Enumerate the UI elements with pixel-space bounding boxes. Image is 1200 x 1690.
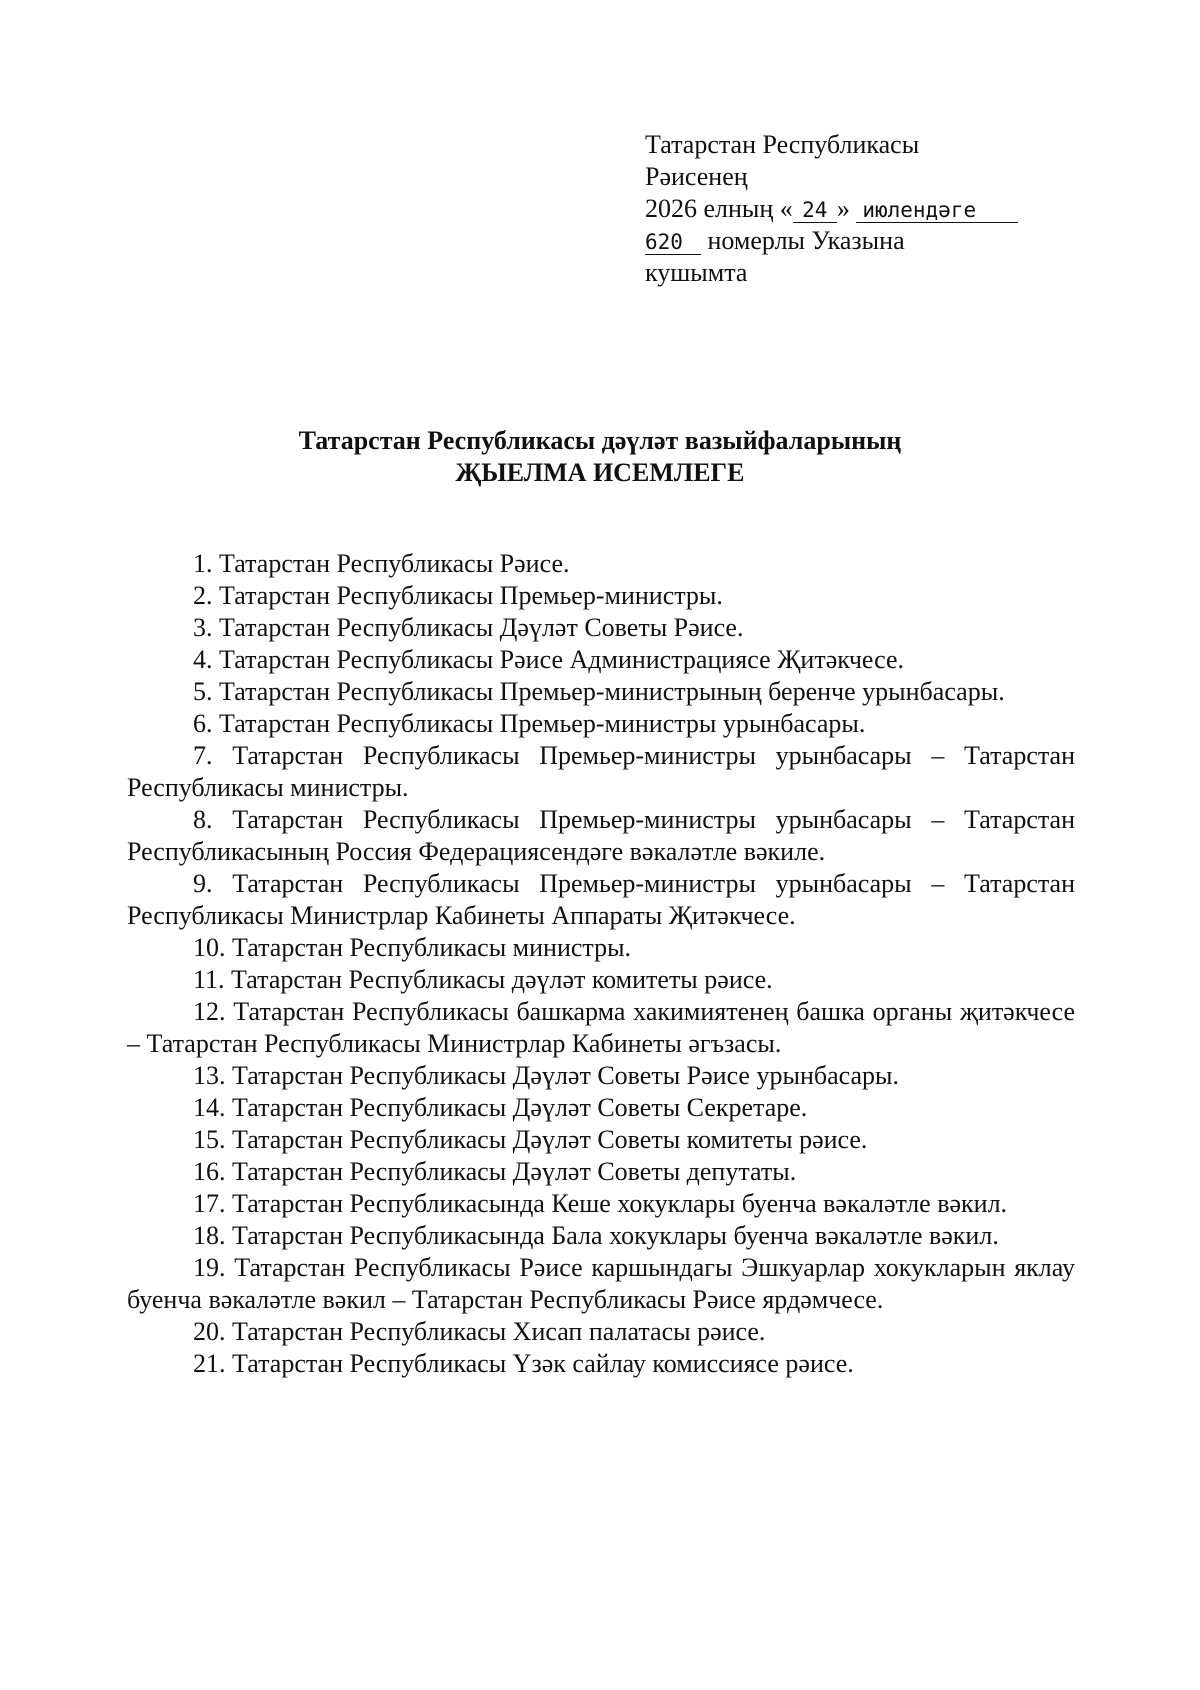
list-item-number: 10.: [193, 933, 226, 962]
list-item-number: 17.: [193, 1189, 226, 1218]
list-item-text: Татарстан Республикасы Премьер-министры.: [219, 581, 723, 610]
list-item-text: Татарстан Республикасында Кеше хокуклары буенча вәкаләтле вәкил.: [232, 1189, 1008, 1218]
list-item-text: Татарстан Республикасында Бала хокуклары буенча вәкаләтле вәкил.: [232, 1221, 999, 1250]
list-item: [127, 740, 1075, 804]
list-item-text: Татарстан Республикасы башкарма хакимиятенең башка органы җитәкчесе – Татарстан Республикасы Министрлар Кабинеты әгъзасы.: [127, 997, 1076, 1058]
appendix-line-2: Рәисенең: [645, 162, 748, 191]
list-item: [127, 580, 1075, 612]
list-item-text: Татарстан Республикасы Премьер-министры урынбасары.: [219, 709, 866, 738]
list-item: [127, 1060, 1075, 1092]
list-item-number: 8.: [193, 805, 213, 834]
list-item-text: Татарстан Республикасы Дәүләт Советы Рәисе урынбасары.: [232, 1061, 899, 1090]
appendix-block: [645, 129, 1085, 289]
list-item-text: Татарстан Республикасы Рәисе.: [219, 549, 570, 578]
list-item-text: Татарстан Республикасы Хисап палатасы рәисе.: [232, 1317, 766, 1346]
list-item: [127, 676, 1075, 708]
positions-list: [127, 548, 1075, 1380]
appendix-number-line: [645, 225, 1085, 257]
list-item-text: Татарстан Республикасы Рәисе Администрациясе Җитәкчесе.: [219, 645, 905, 674]
list-item: [127, 804, 1075, 868]
list-item: [127, 1348, 1075, 1380]
list-item: [127, 996, 1075, 1060]
list-item-number: 13.: [193, 1061, 226, 1090]
appendix-day-field: 24: [793, 198, 837, 223]
list-item-number: 20.: [193, 1317, 226, 1346]
list-item: [127, 1188, 1075, 1220]
list-item-number: 15.: [193, 1125, 226, 1154]
list-item: [127, 612, 1075, 644]
list-item-number: 18.: [193, 1221, 226, 1250]
appendix-date-line: [645, 193, 1085, 225]
list-item-text: Татарстан Республикасы Премьер-министры урынбасары – Татарстан Республикасы Министрлар Кабинеты Аппараты Җитәкчесе.: [127, 869, 1076, 930]
list-item-text: Татарстан Республикасы дәүләт комитеты рәисе.: [231, 965, 773, 994]
list-item: [127, 1156, 1075, 1188]
list-item-text: Татарстан Республикасы Премьер-министры урынбасары – Татарстан Республикасының Россия Федерациясендәге вәкаләтле вәкиле.: [127, 805, 1076, 866]
list-item-text: Татарстан Республикасы Рәисе каршындагы Эшкуарлар хокукларын яклау буенча вәкаләтле вәкил – Татарстан Республикасы Рәисе ярдәмчесе.: [127, 1253, 1075, 1314]
list-item-text: Татарстан Республикасы Премьер-министрының беренче урынбасары.: [219, 677, 1005, 706]
appendix-close-quote: »: [836, 194, 850, 223]
appendix-year-text: 2026 елның «: [645, 194, 793, 223]
appendix-number-suffix: номерлы Указына: [707, 226, 905, 255]
list-item: [127, 932, 1075, 964]
list-item: [127, 644, 1075, 676]
list-item-number: 3.: [193, 613, 213, 642]
appendix-month-field: июлендәге: [856, 198, 1018, 223]
document-title: [0, 425, 1200, 489]
title-line-1: Татарстан Республикасы дәүләт вазыйфаларының: [298, 426, 902, 455]
list-item-number: 9.: [193, 869, 213, 898]
appendix-line-5: кушымта: [645, 258, 748, 287]
list-item-number: 11.: [193, 965, 225, 994]
list-item-number: 14.: [193, 1093, 226, 1122]
list-item: [127, 1092, 1075, 1124]
list-item: [127, 1220, 1075, 1252]
list-item-number: 5.: [193, 677, 213, 706]
appendix-number-field: 620: [645, 230, 701, 255]
list-item: [127, 868, 1075, 932]
list-item-number: 19.: [193, 1253, 226, 1282]
list-item-number: 12.: [193, 997, 226, 1026]
list-item-number: 4.: [193, 645, 213, 674]
list-item-number: 16.: [193, 1157, 226, 1186]
list-item-number: 2.: [193, 581, 213, 610]
list-item: [127, 548, 1075, 580]
list-item: [127, 1252, 1075, 1316]
list-item-text: Татарстан Республикасы Премьер-министры урынбасары – Татарстан Республикасы министры.: [127, 741, 1076, 802]
list-item-text: Татарстан Республикасы Үзәк сайлау комиссиясе рәисе.: [232, 1349, 854, 1378]
list-item: [127, 1316, 1075, 1348]
list-item-text: Татарстан Республикасы министры.: [232, 933, 632, 962]
list-item: [127, 1124, 1075, 1156]
list-item-number: 21.: [193, 1349, 226, 1378]
list-item-number: 1.: [193, 549, 213, 578]
list-item-number: 7.: [193, 741, 213, 770]
list-item-number: 6.: [193, 709, 213, 738]
list-item-text: Татарстан Республикасы Дәүләт Советы депутаты.: [232, 1157, 797, 1186]
list-item: [127, 708, 1075, 740]
list-item-text: Татарстан Республикасы Дәүләт Советы Секретаре.: [232, 1093, 808, 1122]
appendix-line-1: Татарстан Республикасы: [645, 130, 920, 159]
list-item-text: Татарстан Республикасы Дәүләт Советы комитеты рәисе.: [232, 1125, 868, 1154]
list-item: [127, 964, 1075, 996]
title-line-2: ҖЫЕЛМА ИСЕМЛЕГЕ: [455, 458, 745, 487]
list-item-text: Татарстан Республикасы Дәүләт Советы Рәисе.: [219, 613, 744, 642]
